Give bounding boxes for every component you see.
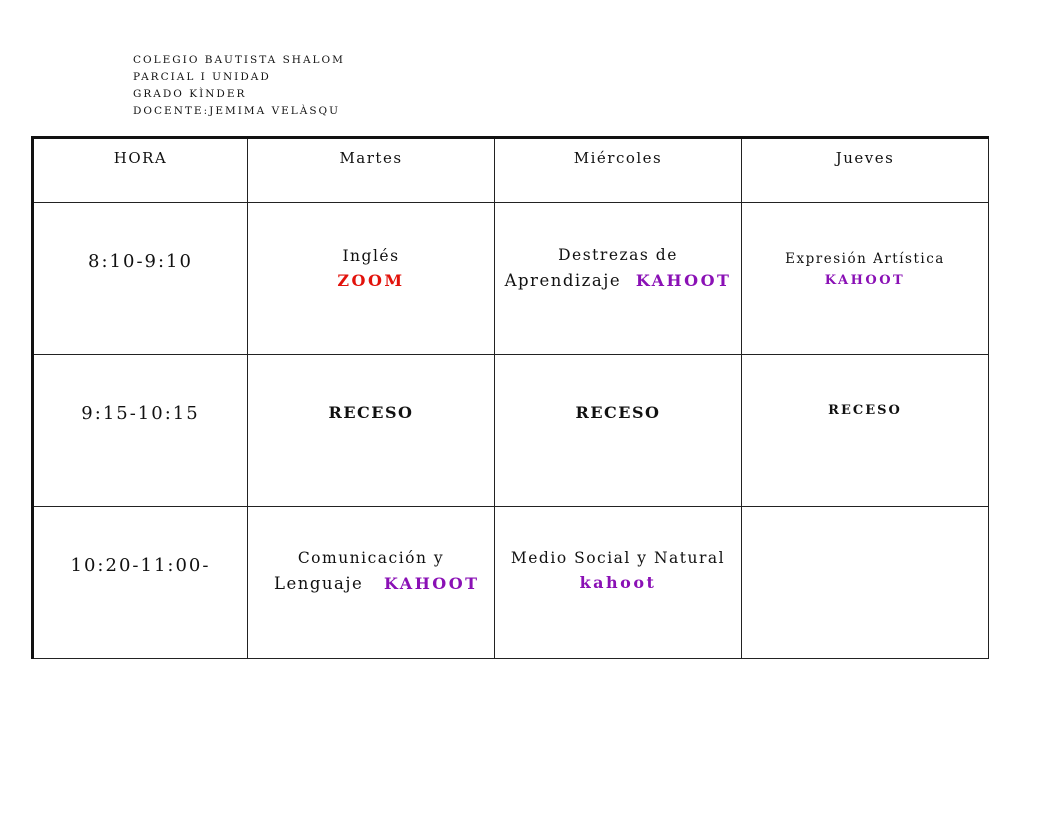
- table-row: [33, 355, 989, 507]
- table-row: [33, 507, 989, 659]
- grade-label: GRADO KÌNDER: [133, 88, 247, 100]
- recess-cell-martes: RECESO: [248, 355, 495, 507]
- kahoot-tag: kahoot: [579, 573, 657, 592]
- schedule-cell-jueves: [742, 203, 989, 355]
- recess-cell-miercoles: RECESO: [495, 355, 742, 507]
- subject-label: Destrezas de: [558, 246, 678, 264]
- schedule-cell-martes: [248, 203, 495, 355]
- time-cell: 10:20-11:00-: [33, 507, 248, 659]
- time-cell: 9:15-10:15: [33, 355, 248, 507]
- kahoot-tag: KAHOOT: [824, 273, 906, 288]
- schedule-table: [31, 136, 989, 659]
- table-header-row: [33, 138, 989, 203]
- schedule-cell-martes: [248, 507, 495, 659]
- column-header-hora: HORA: [33, 138, 248, 203]
- subject-label: Comunicación y: [297, 549, 445, 567]
- time-cell: 8:10-9:10: [33, 203, 248, 355]
- column-header-martes: Martes: [248, 138, 495, 203]
- kahoot-tag: KAHOOT: [384, 574, 480, 593]
- subject-label: Inglés: [342, 247, 400, 265]
- teacher-label: DOCENTE:JEMIMA VELÀSQU: [133, 105, 341, 117]
- table-row: [33, 203, 989, 355]
- subject-label: Medio Social y Natural: [510, 549, 726, 567]
- schedule-cell-miercoles: [495, 507, 742, 659]
- subject-label: Lenguaje: [274, 574, 364, 593]
- column-header-miercoles: Miércoles: [495, 138, 742, 203]
- school-name: COLEGIO BAUTISTA SHALOM: [133, 54, 345, 66]
- schedule-cell-jueves: [742, 507, 989, 659]
- kahoot-tag: KAHOOT: [635, 271, 732, 290]
- schedule-cell-miercoles: [495, 203, 742, 355]
- column-header-jueves: Jueves: [742, 138, 989, 203]
- zoom-tag: ZOOM: [337, 271, 405, 290]
- subject-label: Expresión Artística: [785, 251, 945, 267]
- subject-label: Aprendizaje: [504, 271, 622, 290]
- term-label: PARCIAL I UNIDAD: [133, 71, 271, 83]
- recess-cell-jueves: RECESO: [742, 355, 989, 507]
- document-header: [133, 52, 345, 120]
